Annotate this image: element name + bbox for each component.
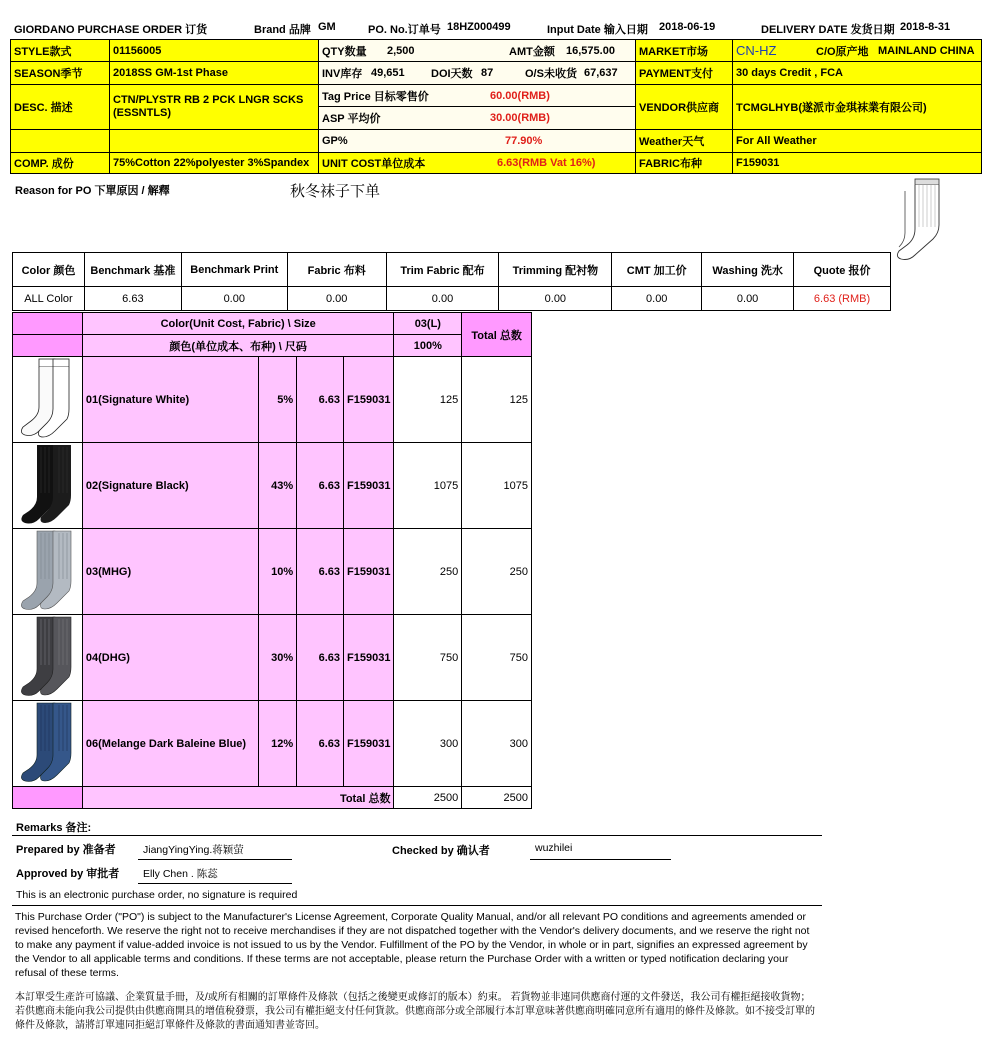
asp-value: 30.00(RMB) [490,112,550,124]
amt-label: AMT金额 [509,45,555,58]
cost-value-benchmark: 6.63 [84,287,181,311]
row-total: 300 [462,701,532,787]
delivery-date-label: DELIVERY DATE 发货日期 [761,24,895,36]
unit-cost-value: 6.63(RMB Vat 16%) [497,157,596,169]
payment-value: 30 days Credit , FCA [732,61,982,85]
po-number-label: PO. No.订单号 [368,24,441,36]
table-row [13,529,532,615]
origin-value: MAINLAND CHINA [878,44,975,57]
cost-header-quote: Quote 报价 [794,253,891,287]
input-date-label: Input Date 输入日期 [547,24,648,36]
cost-value-cmt: 0.00 [612,287,702,311]
weather-label: Weather天气 [635,129,733,153]
checked-by-underline [530,859,671,860]
vendor-label: VENDOR供应商 [635,84,733,130]
prepared-by-underline [138,859,292,860]
unit-cost-cell [318,152,636,174]
inv-doi-os-cell [318,61,636,85]
row-total: 1075 [462,443,532,529]
size-qty: 1075 [394,443,462,529]
row-total: 750 [462,615,532,701]
inv-label: INV库存 [322,68,363,80]
sock-image-dhg [13,615,83,701]
asp-cell [318,106,636,130]
sock-image-black [13,443,83,529]
amt-value: 16,575.00 [566,44,615,57]
cost-value-trimming: 0.00 [499,287,612,311]
cost-header-color: Color 颜色 [13,253,85,287]
cost-value-washing: 0.00 [702,287,794,311]
reason-text: 秋冬袜子下单 [290,183,381,200]
os-value: 67,637 [584,67,618,79]
comp-label: COMP. 成份 [10,152,110,174]
size-qty: 300 [394,701,462,787]
market-value: CN-HZ [736,43,777,58]
reason-label: Reason for PO 下單原因 / 解釋 [15,185,170,197]
total-label: Total 总数 [82,787,394,809]
total-size-qty: 2500 [394,787,462,809]
color-fabric: F159031 [344,615,394,701]
gp-label: GP% [322,135,348,147]
table-row [13,701,532,787]
color-fabric: F159031 [344,443,394,529]
color-unit-cost: 6.63 [297,615,344,701]
approved-by-label: Approved by 审批者 [16,868,120,880]
delivery-date-value: 2018-8-31 [900,21,951,33]
season-label: SEASON季节 [10,61,110,85]
color-unit-cost: 6.63 [297,443,344,529]
market-label: MARKET市场 [635,39,733,62]
color-name: 03(MHG) [82,529,258,615]
unit-cost-label: UNIT COST单位成本 [322,158,426,170]
blank-label-cell [10,129,110,153]
size-header-line1: Color(Unit Cost, Fabric) \ Size [82,313,394,335]
inv-value: 49,651 [371,67,405,79]
approved-by-underline [138,883,292,884]
terms-chinese: 本訂單受生產許可協議、企業質量手冊，及/或所有相關的訂單條件及條款（包括之後變更或修訂的版本）約束。 若貨物並非連同供應商付運的文件發送，我公司有權拒絕接收貨物；若供應商未能向我公司提供由供應商開具的增值稅發票，我公司有權拒絕支付任何貨款。供應商部分或全部履行本訂單意味著供應商明確同意所有適用的條件及條款。如不接受訂單的條件及條款，請將訂單連同拒絕訂單條件及條款的書面通知書並寄回。 [15,992,815,1031]
tag-price-cell [318,84,636,107]
header-blank-cell [13,313,83,335]
color-name: 06(Melange Dark Baleine Blue) [82,701,258,787]
terms-english: This Purchase Order ("PO") is subject to the Manufacturer's License Agreement, Corporate Quality Manual, and/or all relevant PO conditions and agreements amended or revised henceforth. We reserve the right not to receive merchandises if they are not dispatched together with the Vendor's delivery documents, and we reserve the right not to make any payment if value-added invoice is not issued to us by the Vendor. Fulfillment of the PO by the Vendor, in whole or in part, signifies an expressed agreement by the Vendor to all applicable terms and conditions. If these terms are not acceptable, please return the Purchase Order with a written or typed notification declaring your refusal of these terms. [15,911,810,979]
doi-label: DOI天数 [431,68,473,80]
electronic-order-note: This is an electronic purchase order, no signature is required [16,889,298,901]
asp-label: ASP 平均价 [322,113,381,125]
origin-label: C/O原产地 [816,45,869,58]
color-fabric: F159031 [344,701,394,787]
table-row [13,443,532,529]
qty-amt-cell [318,39,636,62]
cost-header-trim-fabric: Trim Fabric 配布 [386,253,499,287]
gp-cell [318,129,636,153]
color-pct: 12% [259,701,297,787]
color-unit-cost: 6.63 [297,357,344,443]
gp-value: 77.90% [505,135,543,147]
color-unit-cost: 6.63 [297,529,344,615]
size-pct-header: 100% [394,335,462,357]
remarks-divider [12,835,822,836]
sock-image-white [13,357,83,443]
color-pct: 10% [259,529,297,615]
product-sketch-image [893,177,943,263]
season-value: 2018SS GM-1st Phase [109,61,319,85]
cost-header-washing: Washing 洗水 [702,253,794,287]
cost-value-benchmark-print: 0.00 [181,287,287,311]
style-label: STYLE款式 [10,39,110,62]
sock-image-blue [13,701,83,787]
color-pct: 30% [259,615,297,701]
desc-label: DESC. 描述 [10,84,110,130]
color-size-table [12,312,532,809]
cost-header-benchmark: Benchmark 基准 [84,253,181,287]
grand-total: 2500 [462,787,532,809]
cost-header-benchmark-print: Benchmark Print [181,253,287,287]
desc-value: CTN/PLYSTR RB 2 PCK LNGR SCKS (ESSNTLS) [109,84,319,130]
qty-label: QTY数量 [322,45,367,58]
blank-value-cell [109,129,319,153]
cost-header-trimming: Trimming 配衬物 [499,253,612,287]
po-title: GIORDANO PURCHASE ORDER 订货 [14,24,208,36]
weather-value: For All Weather [732,129,982,153]
size-qty: 250 [394,529,462,615]
header-blank-cell-2 [13,335,83,357]
doi-value: 87 [481,67,494,79]
cost-value-fabric: 0.00 [287,287,386,311]
brand-label: Brand 品牌 [254,24,311,36]
fabric-value: F159031 [732,152,982,174]
color-unit-cost: 6.63 [297,701,344,787]
vendor-value: TCMGLHYB(遂派市金琪袜業有限公司) [732,84,982,130]
cost-header-fabric: Fabric 布料 [287,253,386,287]
qty-value: 2,500 [387,44,415,57]
color-name: 01(Signature White) [82,357,258,443]
tag-price-label: Tag Price 目标零售价 [322,90,429,103]
cost-value-quote: 6.63 (RMB) [794,287,891,311]
cost-header-cmt: CMT 加工价 [612,253,702,287]
remarks-label: Remarks 备注: [16,822,92,834]
market-co-cell [732,39,982,62]
os-label: O/S未收货 [525,68,577,80]
brand-value: GM [318,21,336,33]
tag-price-value: 60.00(RMB) [490,89,550,102]
prepared-by-label: Prepared by 准备者 [16,844,116,856]
size-header-line2: 颜色(单位成本、布种) \ 尺码 [82,335,394,357]
info-block [10,39,982,174]
po-number-value: 18HZ000499 [447,21,511,33]
input-date-value: 2018-06-19 [659,21,716,33]
size-header: 03(L) [394,313,462,335]
fabric-label: FABRIC布种 [635,152,733,174]
color-pct: 43% [259,443,297,529]
comp-value: 75%Cotton 22%polyester 3%Spandex [109,152,319,174]
color-fabric: F159031 [344,357,394,443]
approved-by-value: Elly Chen . 陈蕊 [143,868,218,880]
style-value: 01156005 [109,39,319,62]
payment-label: PAYMENT支付 [635,61,733,85]
cost-value-color: ALL Color [13,287,85,311]
checked-by-label: Checked by 确认者 [392,845,490,857]
color-fabric: F159031 [344,529,394,615]
table-row [13,357,532,443]
cost-breakdown-table [12,252,891,311]
cost-value-trim-fabric: 0.00 [386,287,499,311]
color-name: 04(DHG) [82,615,258,701]
total-row [13,787,532,809]
prepared-by-value: JiangYingYing.蒋颖萤 [143,844,244,856]
table-row [13,615,532,701]
size-qty: 125 [394,357,462,443]
total-header: Total 总数 [462,313,532,357]
row-total: 250 [462,529,532,615]
terms-divider [12,905,822,906]
size-qty: 750 [394,615,462,701]
color-pct: 5% [259,357,297,443]
total-blank-cell [13,787,83,809]
sock-image-mhg [13,529,83,615]
row-total: 125 [462,357,532,443]
color-name: 02(Signature Black) [82,443,258,529]
checked-by-value: wuzhilei [535,842,573,854]
